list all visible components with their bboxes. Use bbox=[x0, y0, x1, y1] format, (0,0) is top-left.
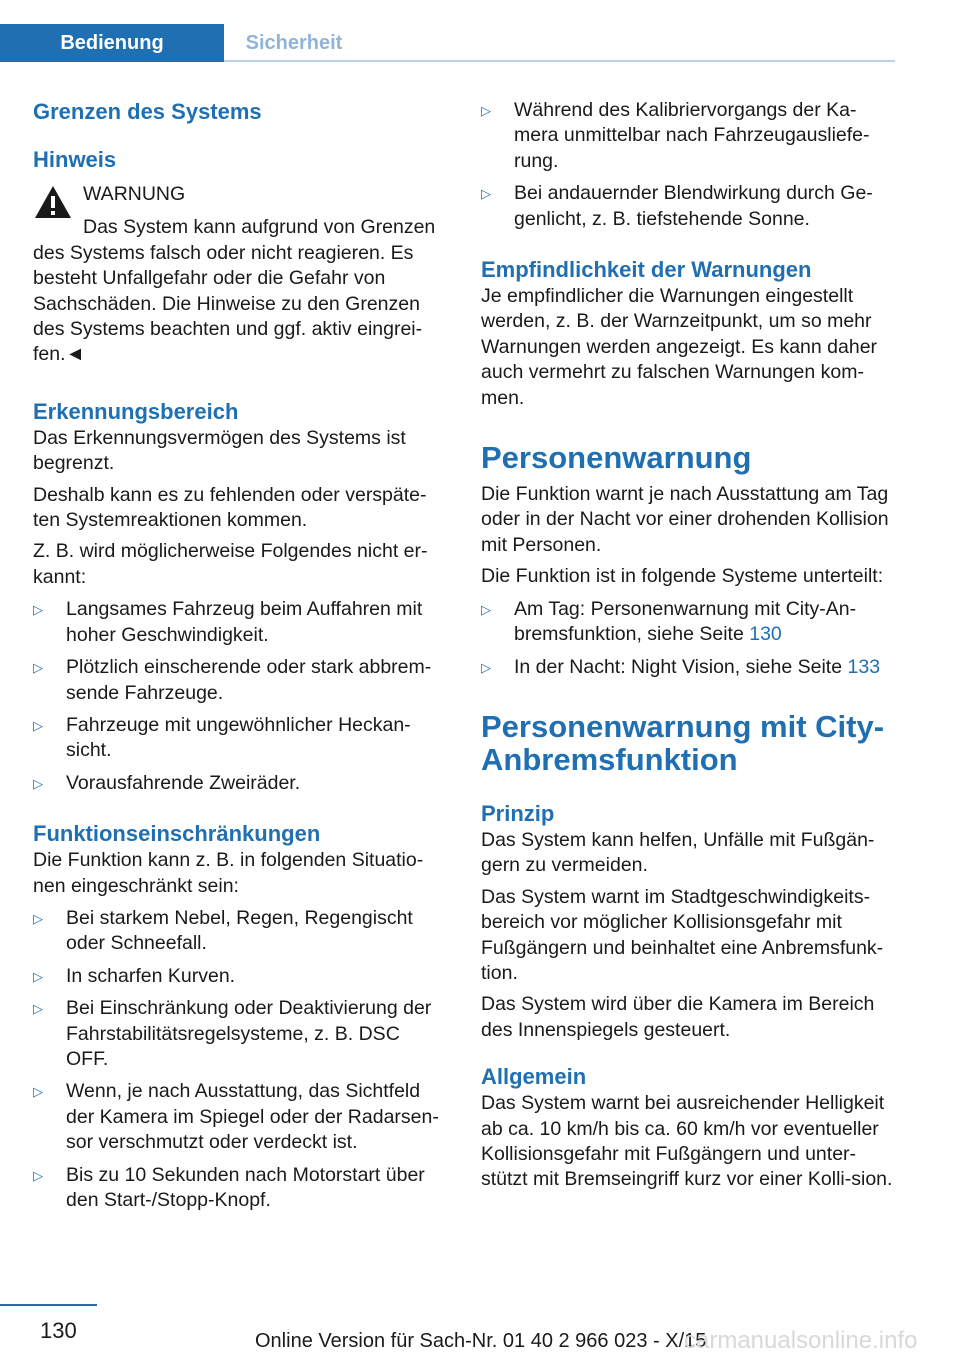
page-number: 130 bbox=[40, 1318, 77, 1343]
watermark: carmanualsonline.info bbox=[684, 1327, 918, 1354]
tab-sicherheit[interactable]: Sicherheit bbox=[245, 32, 343, 54]
paragraph: Deshalb kann es zu fehlenden oder verspäte‐ten Systemreaktionen kommen. bbox=[33, 483, 427, 532]
heading-hint: Hinweis bbox=[33, 147, 117, 172]
header-bar bbox=[0, 0, 960, 62]
warning-triangle-icon bbox=[33, 184, 73, 220]
heading-detection: Erkennungsbereich bbox=[33, 398, 239, 424]
right-column bbox=[481, 98, 897, 1193]
paragraph: Die Funktion kann z. B. in folgenden Situatio‐nen eingeschränkt sein: bbox=[33, 849, 424, 897]
triangle-bullet-icon: ▷ bbox=[481, 186, 491, 202]
triangle-bullet-icon: ▷ bbox=[33, 775, 43, 791]
triangle-bullet-icon: ▷ bbox=[33, 1167, 43, 1183]
paragraph: Je empfindlicher die Warnungen eingestellt werden, z. B. der Warnzeitpunkt, um so mehr Warnungen werden angezeigt. Es kann daher auch vermehrt zu falschen Warnungen kom‐men. bbox=[481, 285, 878, 409]
heading-city-brake: Personenwarnung mit City-Anbremsfunktion bbox=[481, 708, 885, 777]
person-warning-list bbox=[481, 597, 897, 680]
page-link-130[interactable]: 130 bbox=[749, 623, 782, 646]
list-item: ▷ Plötzlich einscherende oder stark abbrem‐sende Fahrzeuge. bbox=[33, 656, 432, 704]
paragraph: Das System warnt im Stadtgeschwindigkeits‐bereich vor möglicher Kollisionsgefahr mit Fußgängern und beinhaltet eine Anbremsfunk‐tion. bbox=[481, 885, 884, 984]
triangle-bullet-icon: ▷ bbox=[33, 1001, 43, 1017]
list-item: ▷ Während des Kalibriervorgangs der Ka‐mera unmittelbar nach Fahrzeugausliefe‐rung. bbox=[481, 99, 870, 172]
page-link-133[interactable]: 133 bbox=[847, 655, 881, 678]
online-version-label: Online Version für Sach-Nr. 01 40 2 966 023 - X/15 bbox=[255, 1330, 707, 1352]
detection-list bbox=[33, 597, 445, 796]
paragraph: Das System wird über die Kamera im Bereich des Innenspiegels gesteuert. bbox=[481, 993, 875, 1041]
list-item: ▷ Vorausfahrende Zweiräder. bbox=[33, 771, 445, 796]
list-item: ▷ In scharfen Kurven. bbox=[33, 964, 445, 989]
warning-title: WARNUNG bbox=[83, 183, 186, 205]
list-item: ▷ Langsames Fahrzeug beim Auffahren mit hoher Geschwindigkeit. bbox=[33, 598, 423, 646]
triangle-bullet-icon: ▷ bbox=[481, 659, 491, 675]
list-item: ▷ Am Tag: Personenwarnung mit City-An‐bremsfunktion, siehe Seite 130 bbox=[481, 597, 857, 646]
heading-function-limits: Funktionseinschränkungen bbox=[33, 821, 321, 847]
list-item: ▷ Bei starkem Nebel, Regen, Regengischt oder Schneefall. bbox=[33, 906, 413, 955]
list-item: ▷ In der Nacht: Night Vision, siehe Seite 133 bbox=[481, 655, 897, 680]
triangle-bullet-icon: ▷ bbox=[33, 717, 43, 733]
function-limits-list bbox=[33, 906, 445, 1213]
paragraph: Die Funktion ist in folgende Systeme unterteilt: bbox=[481, 565, 884, 588]
warning-text: Das System kann aufgrund von Grenzen des Systems falsch oder nicht reagieren. Es besteht Unfallgefahr oder die Gefahr von Sachschäden. Die Hinweise zu den Grenzen des Systems beachten und ggf. aktiv eingrei‐fen.◄ bbox=[33, 216, 436, 366]
triangle-bullet-icon: ▷ bbox=[481, 103, 491, 118]
heading-principle: Prinzip bbox=[481, 800, 555, 826]
heading-person-warning: Personenwarnung bbox=[481, 440, 752, 476]
continued-list bbox=[481, 98, 897, 232]
triangle-bullet-icon: ▷ bbox=[33, 602, 43, 618]
list-item: ▷ Bei andauernder Blendwirkung durch Ge‐genlicht, z. B. tiefstehende Sonne. bbox=[481, 182, 873, 230]
left-column bbox=[33, 98, 445, 1213]
footer-divider bbox=[0, 1304, 97, 1306]
heading-limits: Grenzen des Systems bbox=[33, 99, 262, 124]
tab-bedienung[interactable]: Bedienung bbox=[0, 24, 224, 62]
triangle-bullet-icon: ▷ bbox=[33, 660, 43, 676]
list-item: ▷ Bei Einschränkung oder Deaktivierung der Fahrstabilitätsregelsysteme, z. B. DSC OFF. bbox=[33, 997, 432, 1070]
heading-general: Allgemein bbox=[481, 1064, 587, 1090]
paragraph: Z. B. wird möglicherweise Folgendes nicht er‐kannt: bbox=[33, 540, 428, 588]
warning-box bbox=[33, 182, 445, 368]
header-divider bbox=[224, 60, 895, 62]
paragraph: Die Funktion warnt je nach Ausstattung am Tag oder in der Nacht vor einer drohenden Kollision mit Personen. bbox=[481, 483, 889, 556]
list-item: ▷ Wenn, je nach Ausstattung, das Sichtfeld der Kamera im Spiegel oder der Radarsen‐sor verschmutzt oder verdeckt ist. bbox=[33, 1080, 439, 1154]
triangle-bullet-icon: ▷ bbox=[33, 910, 43, 926]
list-item: ▷ Bis zu 10 Sekunden nach Motorstart über den Start-/Stopp-Knopf. bbox=[33, 1163, 425, 1211]
paragraph: Das System kann helfen, Unfälle mit Fußgän‐gern zu vermeiden. bbox=[481, 828, 875, 877]
triangle-bullet-icon: ▷ bbox=[481, 601, 491, 617]
paragraph: Das System warnt bei ausreichender Helligkeit ab ca. 10 km/h bis ca. 60 km/h vor eventueller Kollisionsgefahr mit Fußgängern und unter‐stützt mit Bremseingriff kurz vor einer Kolli‐sion. bbox=[481, 1092, 893, 1191]
triangle-bullet-icon: ▷ bbox=[33, 968, 43, 984]
heading-sensitivity: Empfindlichkeit der Warnungen bbox=[481, 257, 812, 283]
list-item: ▷ Fahrzeuge mit ungewöhnlicher Heckan‐sicht. bbox=[33, 713, 411, 762]
paragraph: Das Erkennungsvermögen des Systems ist begrenzt. bbox=[33, 426, 406, 475]
triangle-bullet-icon: ▷ bbox=[33, 1084, 43, 1100]
